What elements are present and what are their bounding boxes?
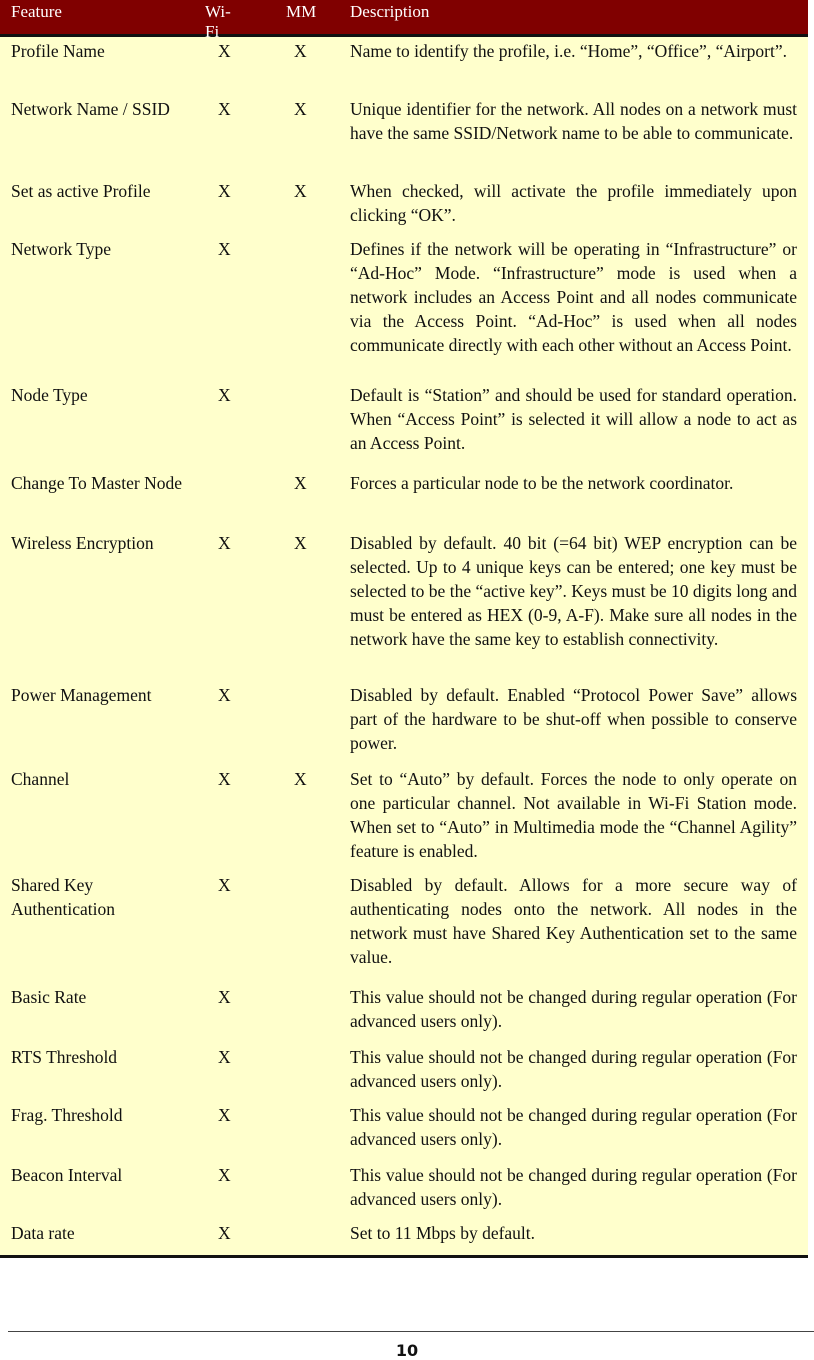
row-wifi-cell: X [218,1223,231,1243]
row-wifi-cell: X [218,987,231,1007]
row-feature-cell: Wireless Encryption [11,533,154,553]
row-mm-cell: X [294,41,307,61]
row-description-cell: Disabled by default. Allows for a more secure way of authenticating nodes onto the network. All nodes in the network must have Shared Key Authentication set to the same value. [350,875,797,967]
table-row [0,1161,808,1219]
row-wifi-cell: X [218,1165,231,1185]
table-row [0,983,808,1043]
table-row [0,381,808,469]
row-description-cell: Name to identify the profile, i.e. “Home”, “Office”, “Airport”. [350,41,787,61]
row-description-cell: This value should not be changed during regular operation (For advanced users only). [350,987,797,1031]
row-feature-cell: Frag. Threshold [11,1105,123,1125]
row-wifi-cell: X [218,41,231,61]
row-mm-cell: X [294,473,307,493]
row-wifi-cell: X [218,99,231,119]
header-description: Description [350,2,430,21]
row-description-cell: Unique identifier for the network. All nodes on a network must have the same SSID/Network name to be able to communicate. [350,99,797,143]
row-mm-cell: X [294,533,307,553]
table-row [0,469,808,529]
row-wifi-cell: X [218,875,231,895]
table-row [0,871,808,983]
table-row [0,765,808,871]
row-wifi-cell: X [218,769,231,789]
row-feature-cell: Beacon Interval [11,1165,123,1185]
row-description-cell: This value should not be changed during regular operation (For advanced users only). [350,1105,797,1149]
row-description-cell: Set to “Auto” by default. Forces the node to only operate on one particular channel. Not available in Wi-Fi Station mode. When set to “Auto” in Multimedia mode the “Channel Agility” feature is enabled. [350,769,797,861]
footer-divider [8,1331,814,1332]
row-wifi-cell: X [218,533,231,553]
row-description-cell: Disabled by default. Enabled “Protocol Power Save” allows part of the hardware to be shut-off when possible to conserve power. [350,685,797,753]
row-feature-cell: Profile Name [11,41,105,61]
row-description-cell: Default is “Station” and should be used for standard operation. When “Access Point” is selected it will allow a node to act as an Access Point. [350,385,797,453]
row-feature-cell: Power Management [11,685,152,705]
row-mm-cell: X [294,99,307,119]
table-header [0,0,808,41]
row-description-cell: Forces a particular node to be the network coordinator. [350,473,734,493]
row-wifi-cell: X [218,1105,231,1125]
row-description-cell: When checked, will activate the profile immediately upon clicking “OK”. [350,181,797,225]
row-wifi-cell: X [218,239,231,259]
table-row [0,529,808,681]
table-row [0,1043,808,1101]
row-feature-cell: Network Name / SSID [11,99,170,119]
table-row [0,681,808,765]
table-row [0,1219,808,1255]
row-wifi-cell: X [218,385,231,405]
table-body [0,37,808,1255]
table-row [0,37,808,95]
row-wifi-cell: X [218,1047,231,1067]
table-row [0,235,808,381]
table-row [0,177,808,235]
row-feature-cell: Data rate [11,1223,75,1243]
row-feature-cell: Channel [11,769,70,789]
row-description-cell: This value should not be changed during regular operation (For advanced users only). [350,1165,797,1209]
row-description-cell: This value should not be changed during regular operation (For advanced users only). [350,1047,797,1091]
row-description-cell: Set to 11 Mbps by default. [350,1223,536,1243]
row-mm-cell: X [294,769,307,789]
row-feature-cell: Change To Master Node [11,473,182,493]
table-row [0,95,808,177]
row-feature-cell: Shared Key Authentication [11,875,116,919]
row-description-cell: Defines if the network will be operating in “Infrastructure” or “Ad-Hoc” Mode. “Infrastructure” mode is used when a network includes an Access Point and all nodes communicate via the Access Point. “Ad-Hoc” is used when all nodes communicate directly with each other without an Access Point. [350,239,797,355]
table-row [0,1101,808,1161]
row-description-cell: Disabled by default. 40 bit (=64 bit) WEP encryption can be selected. Up to 4 unique keys can be entered; one key must be selected to be the “active key”. Keys must be 10 digits long and must be entered as HEX (0-9, A-F). Make sure all nodes in the network have the same key to establish connectivity. [350,533,797,649]
row-feature-cell: RTS Threshold [11,1047,118,1067]
row-feature-cell: Basic Rate [11,987,87,1007]
row-wifi-cell: X [218,685,231,705]
row-wifi-cell: X [218,181,231,201]
page-number: 10 [395,1341,419,1360]
row-mm-cell: X [294,181,307,201]
header-feature: Feature [11,2,62,21]
row-feature-cell: Set as active Profile [11,181,151,201]
header-wifi: Wi-Fi [205,2,231,41]
row-feature-cell: Network Type [11,239,112,259]
header-mm: MM [286,2,317,21]
row-feature-cell: Node Type [11,385,88,405]
